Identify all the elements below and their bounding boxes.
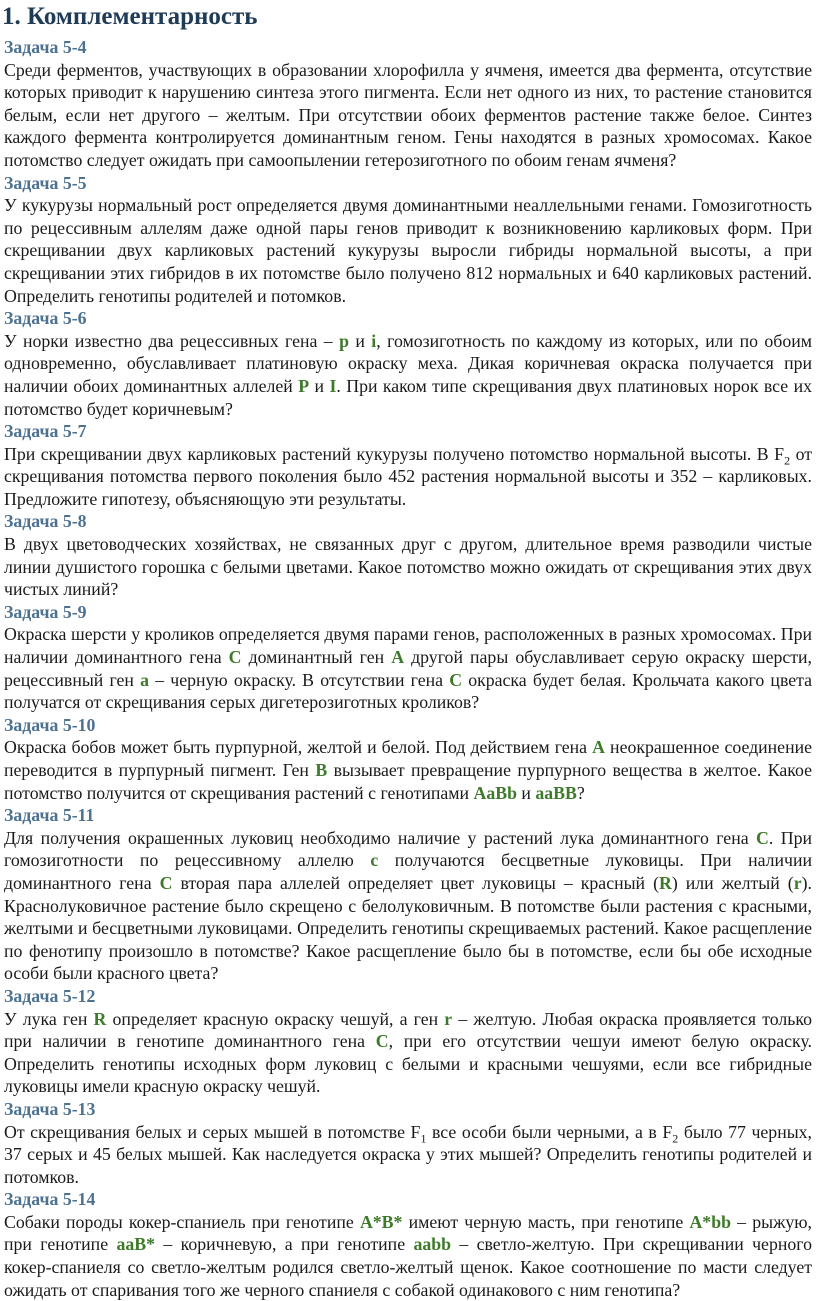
genotype: aaB* — [116, 1234, 155, 1255]
gene-symbol: p — [339, 330, 349, 351]
gene-symbol: R — [93, 1008, 107, 1029]
page-title: 1. Комплементарность — [2, 3, 258, 30]
task-5-12 — [4, 985, 812, 1098]
task-title: Задача 5-11 — [4, 805, 95, 826]
gene-symbol: c — [370, 850, 379, 871]
task-title: Задача 5-14 — [4, 1189, 96, 1210]
task-title: Задача 5-6 — [4, 308, 87, 329]
task-5-8 — [4, 510, 812, 600]
task-text: Для получения окрашенных луковиц необходимо наличие у растений лука доминантного гена C. При гомозиготности по рецессивному аллелю c получаются бесцветные луковицы. При наличии доминантного гена C вторая пара аллелей определяет цвет луковицы – красный (R) или желтый (r). Краснолуковичное растение было скрещено с белолуковичным. В потомстве были растения с красными, желтыми и бесцветными луковицами. Определить генотипы скрещиваемых растений. Какое расщепление по фенотипу произошло в потомстве? Какое расщепление было бы в потомстве, если бы обе исходные особи были красного цвета? — [4, 827, 813, 984]
task-5-14 — [4, 1188, 812, 1301]
gene-symbol: C — [449, 669, 463, 690]
genotype: A*B* — [359, 1211, 403, 1232]
task-text: Собаки породы кокер-спаниель при генотипе A*B* имеют черную масть, при генотипе A*bb – рыжую, при генотипе aaB* – коричневую, а при генотипе aabb – светло-желтую. При скрещивании черного кокер-спаниеля со светло-желтым родился светло-желтый щенок. Какое соотношение по масти следует ожидать от спаривания того же черного спаниеля с собакой одинакового с ним генотипа? — [4, 1211, 813, 1300]
gene-symbol: I — [329, 375, 337, 396]
gene-symbol: C — [756, 827, 769, 848]
task-5-4 — [4, 36, 812, 172]
task-5-11 — [4, 804, 812, 985]
gene-symbol: C — [228, 647, 242, 668]
genotype: aabb — [413, 1234, 452, 1255]
task-text: У лука ген R определяет красную окраску чешуй, а ген r – желтую. Любая окраска проявляется только при наличии в генотипе доминантного гена C, при его отсутствии чешуи имеют белую окраску. Определить генотипы исходных форм луковиц с белыми и красными чешуями, если все гибридные луковицы имели красную окраску чешуй. — [4, 1008, 813, 1097]
gene-symbol: a — [140, 669, 150, 690]
gene-symbol: B — [315, 760, 328, 780]
gene-symbol: C — [375, 1031, 389, 1052]
gene-symbol: A — [592, 737, 605, 758]
task-title: Задача 5-13 — [4, 1098, 96, 1119]
task-title: Задача 5-10 — [4, 714, 96, 735]
gene-symbol: C — [159, 872, 173, 893]
task-text: У норки известно два рецессивных гена – p и i, гомозиготность по каждому из которых, или по обоим одновременно, обуславливает платиновую окраску меха. Дикая коричневая окраска получается при наличии обоих доминантных аллелей P и I. При каком типе скрещивания двух платиновых норок все их потомство будет коричневым? — [4, 330, 812, 419]
task-5-10 — [4, 714, 812, 804]
task-title: Задача 5-4 — [4, 37, 87, 57]
task-5-13 — [4, 1098, 812, 1188]
task-5-6 — [4, 307, 812, 420]
task-text: В двух цветоводческих хозяйствах, не связанных друг с другом, длительное время разводили чистые линии душистого горошка с белыми цветами. Какое потомство можно ожидать от скрещивания этих двух чистых линий? — [4, 534, 812, 600]
task-text: При скрещивании двух карликовых растений кукурузы получено потомство нормальной высоты. В $F_2$ от скрещивания потомства первого поколения было 452 растения нормальной высоты и 352 – карликовых. Предложите гипотезу, объясняющую эти результаты. — [4, 443, 812, 509]
task-text: От скрещивания белых и серых мышей в потомстве $F_1$ все особи были черными, а в $F_2$ было 77 черных, 37 серых и 45 белых мышей. Как наследуется окраска у этих мышей? Определить генотипы родителей и потомков. — [4, 1121, 812, 1187]
gene-symbol: r — [793, 872, 802, 893]
task-5-9 — [4, 601, 812, 714]
task-title: Задача 5-7 — [4, 421, 87, 442]
task-text: Среди ферментов, участвующих в образовании хлорофилла у ячменя, имеется два фермента, отсутствие которых приводит к нарушению синтеза этого пигмента. Если нет одного из них, то растение становится белым, если нет другого – желтым. При отсутствии обоих ферментов растение также белое. Синтез каждого фермента контролируется доминантным геном. Гены находятся в разных хромосомах. Какое потомство следует ожидать при самоопылении гетерозиготного по обоим генам ячменя? — [4, 59, 812, 170]
task-text: Окраска шерсти у кроликов определяется двумя парами генов, расположенных в разных хромосомах. При наличии доминантного гена C доминантный ген A другой пары обуславливает серую окраску шерсти, рецессивный ген a – черную окраску. В отсутствии гена C окраска будет белая. Крольчата какого цвета получатся от скрещивания серых дигетерозиготных кроликов? — [4, 624, 813, 713]
task-title: Задача 5-12 — [4, 985, 96, 1006]
task-5-7 — [4, 420, 812, 510]
gene-symbol: A — [391, 647, 405, 668]
genotype: AaBb — [473, 782, 517, 803]
gene-symbol: R — [659, 872, 672, 893]
task-5-5 — [4, 172, 812, 308]
task-title: Задача 5-8 — [4, 511, 87, 532]
gene-symbol: r — [444, 1008, 453, 1029]
task-title: Задача 5-5 — [4, 172, 87, 193]
genotype: aaBB — [535, 782, 577, 803]
gene-symbol: i — [371, 330, 377, 351]
task-title: Задача 5-9 — [4, 601, 87, 622]
task-text: Окраска бобов может быть пурпурной, желтой и белой. Под действием гена A неокрашенное соединение переводится в пурпурный пигмент. Ген B вызывает превращение пурпурного вещества в желтое. Какое потомство получится от скрещивания растений с генотипами AaBb и aaBB? — [4, 737, 812, 803]
task-text: У кукурузы нормальный рост определяется двумя доминантными неаллельными генами. Гомозиготность по рецессивным аллелям даже одной пары генов приводит к возникновению карликовых форм. При скрещивании двух карликовых растений кукурузы выросли гибриды нормальной высоты, а при скрещивании этих гибридов в их потомстве было получено 812 нормальных и 640 карликовых растений. Определить генотипы родителей и потомков. — [4, 195, 812, 306]
genotype: A*bb — [689, 1211, 731, 1232]
gene-symbol: P — [298, 375, 310, 396]
